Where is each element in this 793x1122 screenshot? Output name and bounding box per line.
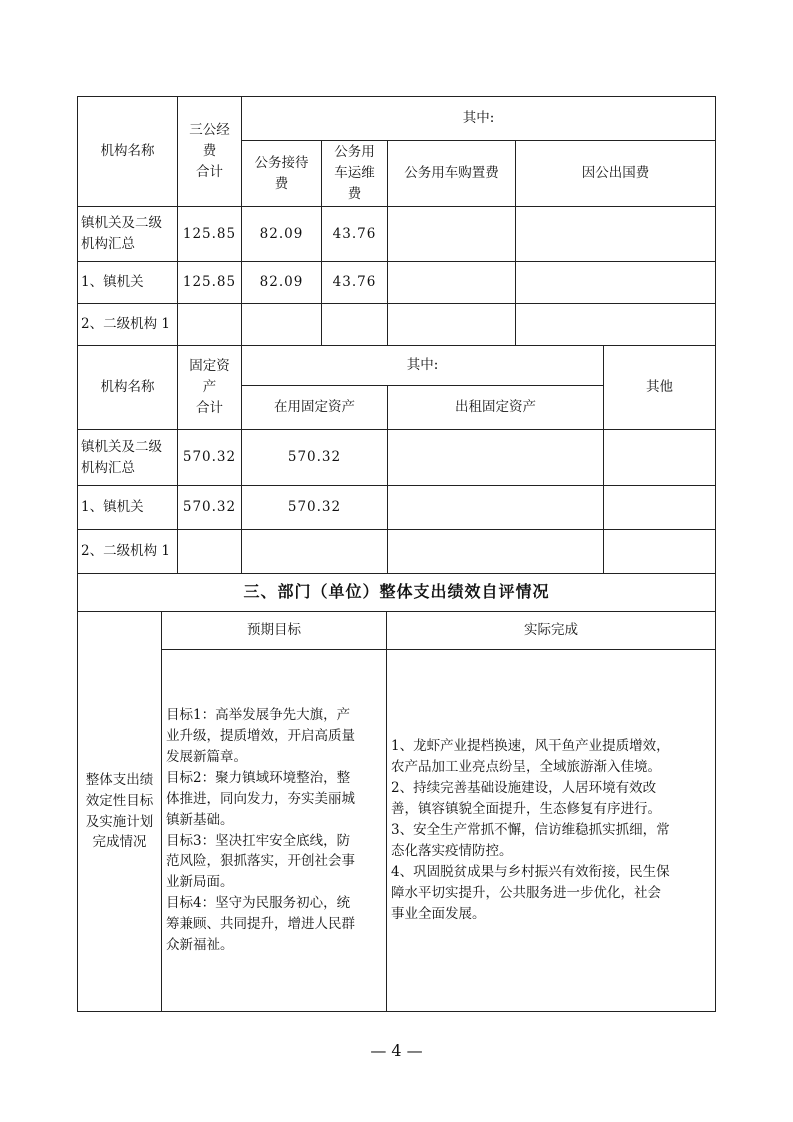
row-rented — [388, 430, 604, 486]
col-reception-header: 公务接待 费 — [242, 141, 322, 207]
row-reception — [242, 304, 322, 346]
fixed-asset-table — [77, 345, 716, 574]
page-number: — 4 — — [370, 1041, 423, 1060]
col-expected-header: 预期目标 — [162, 612, 387, 650]
actual-results: 1、龙虾产业提档换速，风干鱼产业提质增效， 农产品加工业亮点纷呈，全域旅游渐入佳境。 2、持续完善基础设施建设，人居环境有效改 善，镇容镇貌全面提升，生态修复有序进行。 3、安全生产常抓不懈，信访维稳抓实抓细，常 态化落实疫情防控。 4、巩固脱贫成果与乡村振兴有效衔接，民生保 障水平切实提升，公共服务进一步优化，社会 事业全面发展。 — [387, 650, 716, 1012]
col-among-header: 其中: — [242, 97, 716, 141]
row-vehicle-run: 43.76 — [322, 207, 388, 262]
col-vehicle-buy-header: 公务用车购置费 — [388, 141, 516, 207]
row-abroad — [516, 304, 716, 346]
row-rented — [388, 530, 604, 574]
row-total: 125.85 — [178, 262, 242, 304]
row-reception: 82.09 — [242, 262, 322, 304]
col-actual-header: 实际完成 — [387, 612, 716, 650]
col-org-header: 机构名称 — [78, 97, 178, 207]
row-name: 镇机关及二级 机构汇总 — [78, 430, 178, 486]
row-total: 125.85 — [178, 207, 242, 262]
col-inuse-header: 在用固定资产 — [242, 386, 388, 430]
table-row — [78, 262, 716, 304]
section-title: 三、部门（单位）整体支出绩效自评情况 — [78, 574, 716, 612]
row-name: 1、镇机关 — [78, 486, 178, 530]
row-vehicle-run — [322, 304, 388, 346]
col-abroad-header: 因公出国费 — [516, 141, 716, 207]
row-abroad — [516, 207, 716, 262]
three-public-expense-table — [77, 96, 716, 346]
row-total: 570.32 — [178, 430, 242, 486]
table-row — [78, 530, 716, 574]
expected-goals: 目标1：高举发展争先大旗，产 业升级，提质增效，开启高质量 发展新篇章。 目标2：聚力镇域环境整治，整 体推进，同向发力，夯实美丽城 镇新基础。 目标3：坚决扛牢安全底线，防 范风险，狠抓落实，开创社会事 业新局面。 目标4：坚守为民服务初心，统 筹兼顾、共同提升，增进人民群 众新福祉。 — [162, 650, 387, 1012]
col-total-header: 三公经 费 合计 — [178, 97, 242, 207]
row-total: 570.32 — [178, 486, 242, 530]
table-row — [78, 207, 716, 262]
row-inuse: 570.32 — [242, 430, 388, 486]
row-other — [604, 486, 716, 530]
row-label: 整体支出绩 效定性目标 及实施计划 完成情况 — [78, 612, 162, 1012]
row-name: 镇机关及二级 机构汇总 — [78, 207, 178, 262]
row-vehicle-buy — [388, 304, 516, 346]
row-vehicle-run: 43.76 — [322, 262, 388, 304]
row-abroad — [516, 262, 716, 304]
row-reception: 82.09 — [242, 207, 322, 262]
performance-table — [77, 573, 716, 1012]
table-row — [78, 304, 716, 346]
row-vehicle-buy — [388, 262, 516, 304]
row-name: 2、二级机构 1 — [78, 304, 178, 346]
row-total — [178, 530, 242, 574]
row-inuse — [242, 530, 388, 574]
row-rented — [388, 486, 604, 530]
row-vehicle-buy — [388, 207, 516, 262]
row-inuse: 570.32 — [242, 486, 388, 530]
col-vehicle-run-header: 公务用 车运维 费 — [322, 141, 388, 207]
report-table — [77, 96, 716, 1012]
row-other — [604, 530, 716, 574]
col-among-header: 其中: — [242, 346, 604, 386]
row-total — [178, 304, 242, 346]
col-other-header: 其他 — [604, 346, 716, 430]
col-org-header: 机构名称 — [78, 346, 178, 430]
col-total-header: 固定资 产 合计 — [178, 346, 242, 430]
table-row — [78, 430, 716, 486]
row-other — [604, 430, 716, 486]
col-rented-header: 出租固定资产 — [388, 386, 604, 430]
row-name: 2、二级机构 1 — [78, 530, 178, 574]
row-name: 1、镇机关 — [78, 262, 178, 304]
table-row — [78, 486, 716, 530]
